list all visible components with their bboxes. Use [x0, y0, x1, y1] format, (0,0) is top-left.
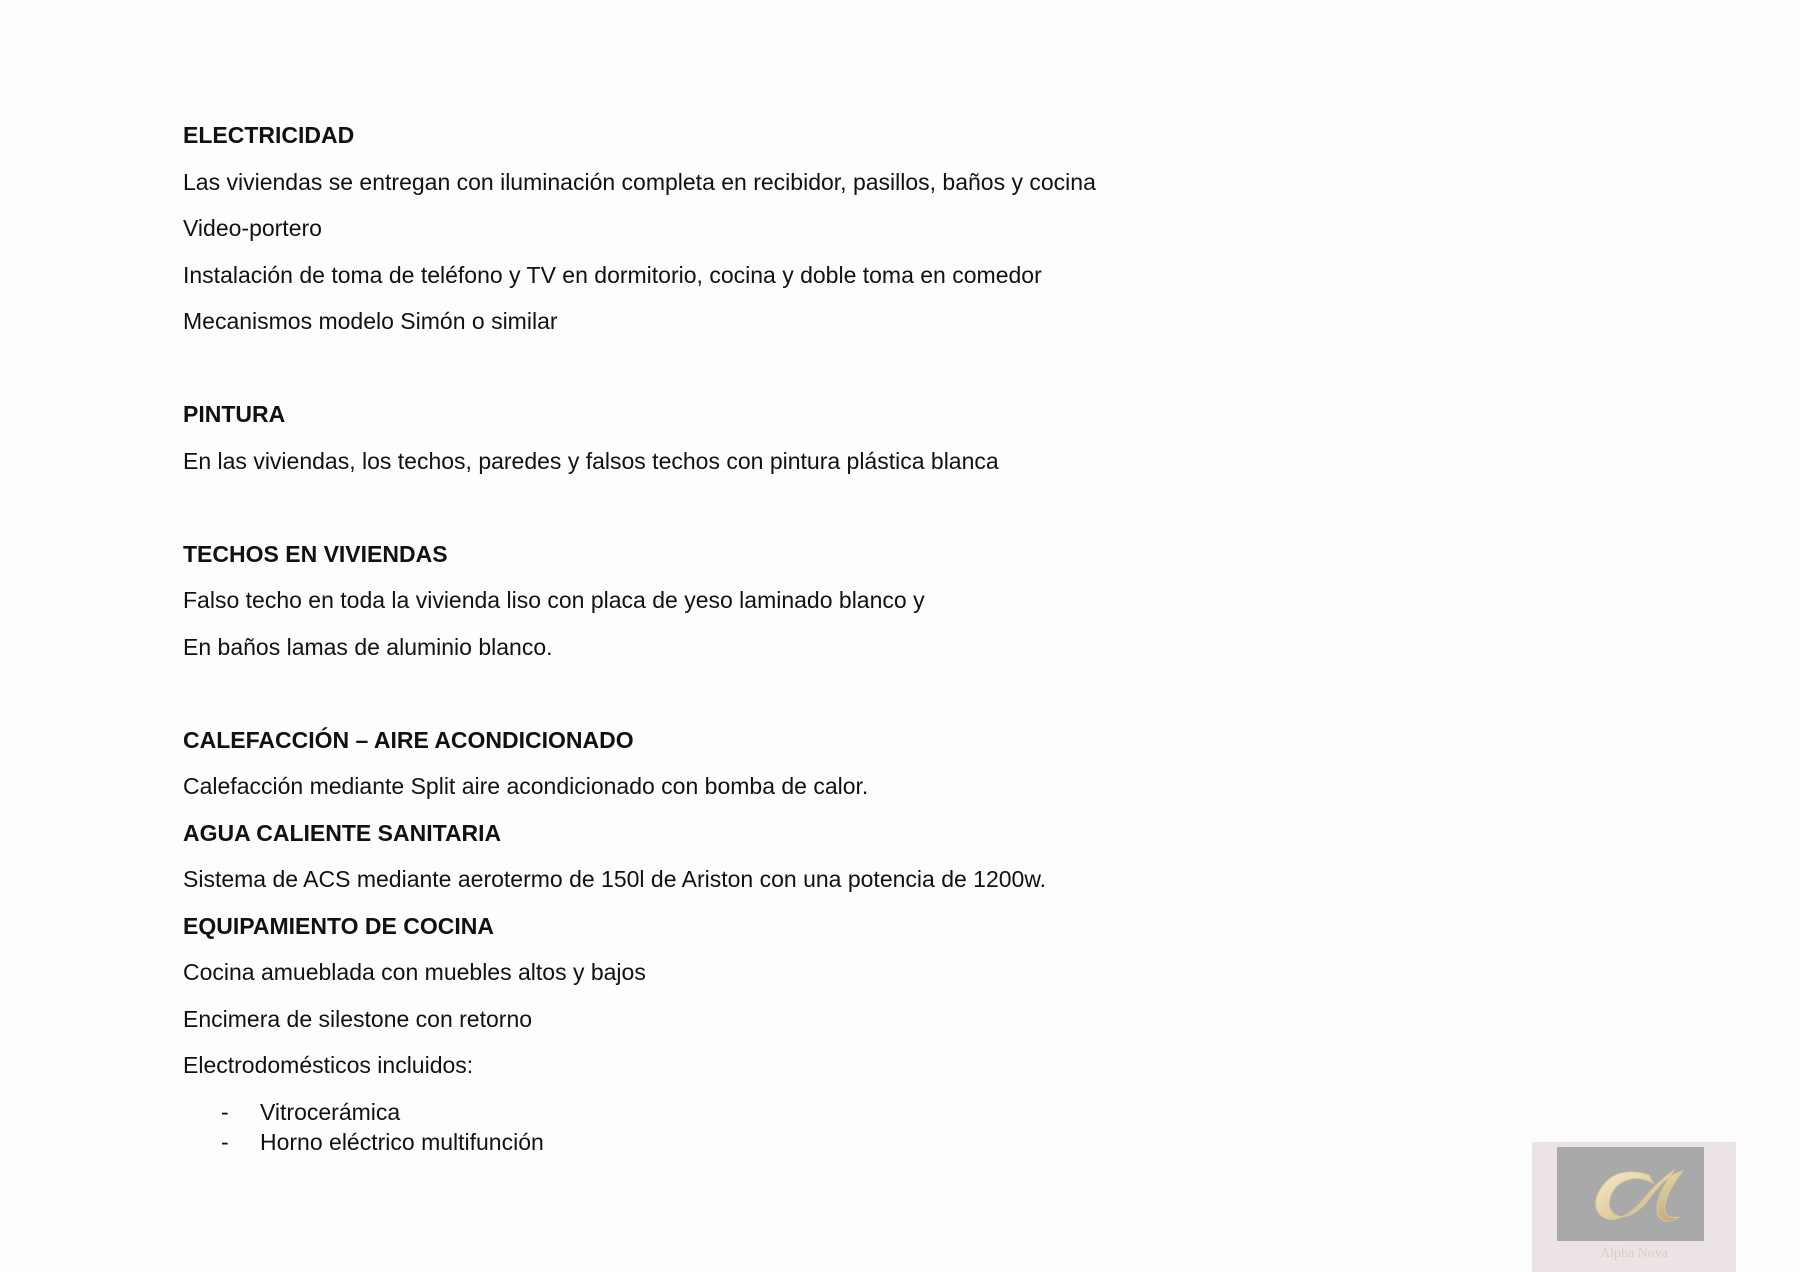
section-title-agua: AGUA CALIENTE SANITARIA [183, 819, 502, 846]
section-spacer [183, 353, 1483, 400]
logo-badge [1557, 1147, 1704, 1241]
section-title-electricidad: ELECTRICIDAD [183, 122, 355, 148]
section-title-pintura: PINTURA [183, 401, 286, 427]
paragraph: Video-portero [183, 215, 322, 241]
paragraph: Instalación de toma de teléfono y TV en dormitorio, cocina y doble toma en comedor [183, 261, 1042, 288]
section-title-cocina: EQUIPAMIENTO DE COCINA [183, 912, 494, 939]
company-logo [1532, 1142, 1736, 1272]
paragraph: Calefacción mediante Split aire acondicionado con bomba de calor. [183, 773, 869, 799]
list-item-text: Vitrocerámica [260, 1098, 401, 1125]
list-item-text: Horno eléctrico multifunción [260, 1128, 544, 1155]
alpha-icon [1557, 1147, 1704, 1241]
list-item [183, 1097, 1483, 1127]
list-item [183, 1127, 1483, 1157]
list-dash: - [221, 1128, 229, 1155]
section-spacer [183, 678, 1483, 725]
paragraph: Las viviendas se entregan con iluminación completa en recibidor, pasillos, baños y cocina [183, 168, 1096, 195]
section-spacer [183, 492, 1483, 539]
paragraph: Sistema de ACS mediante aerotermo de 150l de Ariston con una potencia de 1200w. [183, 866, 1047, 892]
list-dash: - [221, 1098, 229, 1125]
document-content [183, 120, 1483, 1157]
logo-text: Alpha Nova [1599, 1246, 1669, 1261]
paragraph: En baños lamas de aluminio blanco. [183, 633, 553, 660]
paragraph: Cocina amueblada con muebles altos y bajos [183, 959, 646, 985]
paragraph: Electrodomésticos incluidos: [183, 1052, 474, 1078]
paragraph: Falso techo en toda la vivienda liso con placa de yeso laminado blanco y [183, 587, 925, 613]
paragraph: Encimera de silestone con retorno [183, 1005, 533, 1032]
paragraph: Mecanismos modelo Simón o similar [183, 308, 558, 334]
section-title-techos: TECHOS EN VIVIENDAS [183, 540, 448, 567]
appliance-list [183, 1097, 1483, 1157]
paragraph: En las viviendas, los techos, paredes y falsos techos con pintura plástica blanca [183, 447, 999, 474]
section-title-calefaccion: CALEFACCIÓN – AIRE ACONDICIONADO [183, 726, 634, 753]
